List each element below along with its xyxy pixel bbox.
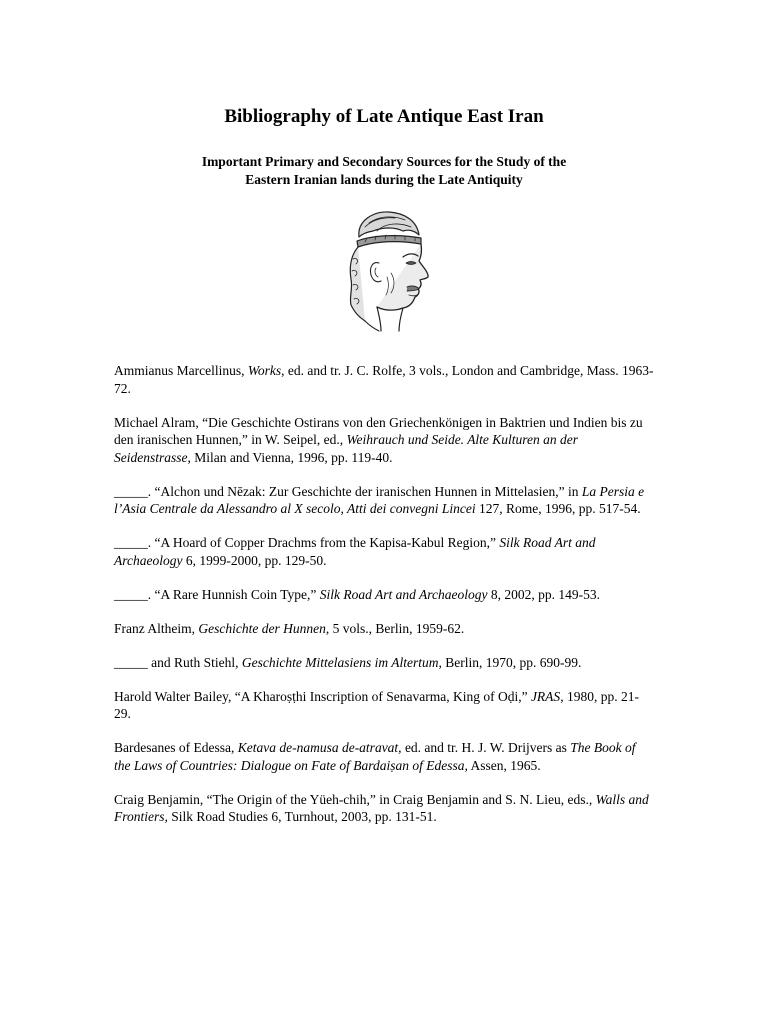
bibliography-entry: Craig Benjamin, “The Origin of the Yüeh-chih,” in Craig Benjamin and S. N. Lieu, eds., Walls and Frontiers, Silk Road Studies 6, Turnhout, 2003, pp. 131-51.	[114, 791, 649, 824]
hephthalite-head-illustration	[329, 207, 433, 333]
bibliography-entry: _____. “A Rare Hunnish Coin Type,” Silk Road Art and Archaeology 8, 2002, pp. 149-53.	[114, 586, 601, 602]
document-title: Bibliography of Late Antique East Iran	[224, 106, 544, 127]
bibliography-entry: Bardesanes of Edessa, Ketava de-namusa de-atravat, ed. and tr. H. J. W. Drijvers as The Book of the Laws of Countries: Dialogue on Fate of Bardaiṣan of Edessa, Assen, 1965.	[114, 740, 636, 773]
bibliography-entry: Franz Altheim, Geschichte der Hunnen, 5 vols., Berlin, 1959-62.	[114, 620, 465, 636]
subtitle-line-2: Eastern Iranian lands during the Late Antiquity	[245, 172, 523, 187]
bibliography-entry: Michael Alram, “Die Geschichte Ostirans von den Griechenkönigen in Baktrien und Indien bis zu den iranischen Hunnen,” in W. Seipel, ed., Weihrauch und Seide. Alte Kulturen an der Seidenstrasse, Milan and Vienna, 1996, pp. 119-40.	[114, 414, 643, 465]
bibliography-entry: Harold Walter Bailey, “A Kharoṣṭhi Inscription of Senavarma, King of Oḍi,” JRAS, 1980, pp. 21-29.	[114, 688, 639, 721]
bibliography-list	[114, 362, 654, 842]
subtitle-line-1: Important Primary and Secondary Sources for the Study of the	[201, 154, 567, 169]
document-subtitle	[0, 153, 768, 189]
bibliography-entry: _____. “A Hoard of Copper Drachms from the Kapisa-Kabul Region,” Silk Road Art and Archaeology 6, 1999-2000, pp. 129-50.	[114, 535, 596, 568]
bibliography-entry: _____ and Ruth Stiehl, Geschichte Mittelasiens im Altertum, Berlin, 1970, pp. 690-99.	[114, 654, 582, 670]
bibliography-entry: Ammianus Marcellinus, Works, ed. and tr. J. C. Rolfe, 3 vols., London and Cambridge, Mass. 1963-72.	[114, 363, 654, 396]
bibliography-entry: _____. “Alchon und Nēzak: Zur Geschichte der iranischen Hunnen in Mittelasien,” in La Persia e l’Asia Centrale da Alessandro al X secolo, Atti dei convegni Lincei 127, Rome, 1996, pp. 517-54.	[114, 483, 645, 516]
